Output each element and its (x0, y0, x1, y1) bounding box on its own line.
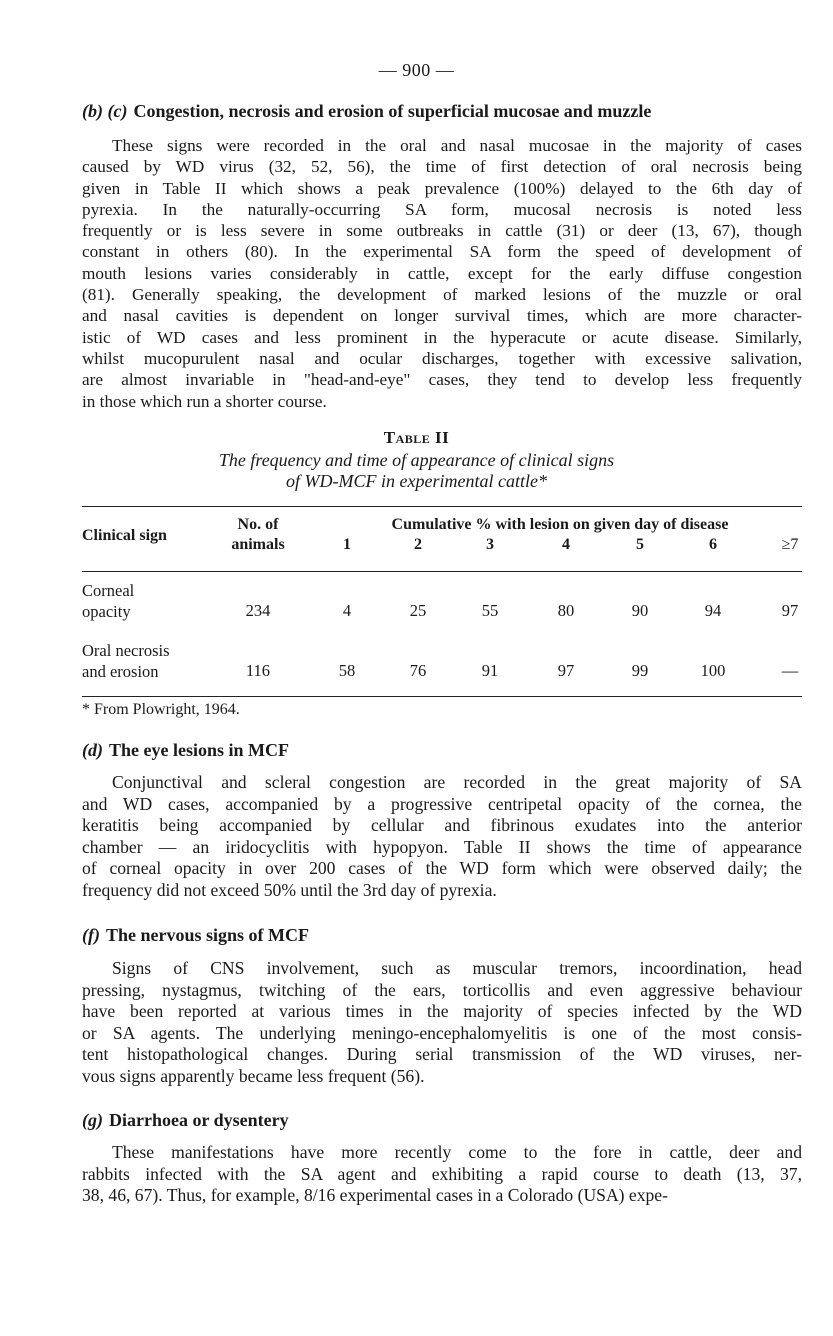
section-label-bc: (b) (c) (82, 101, 128, 121)
paragraph-d (82, 772, 802, 902)
paragraph-line: 38, 46, 67). Thus, for example, 8/16 experimental cases in a Colorado (USA) expe- (82, 1185, 668, 1206)
section-label-d: (d) (82, 740, 103, 760)
row-label-line-2: and erosion (82, 662, 159, 681)
paragraph-line: pyrexia. In the naturally-occurring SA form, mucosal necrosis is noted less (82, 199, 802, 219)
paragraph-line: keratitis being accompanied by cellular and fibrinous exudates into the anterior (82, 815, 802, 836)
table-cell: 100 (700, 661, 726, 680)
paragraph-line: These manifestations have more recently come to the fore in cattle, deer and (112, 1142, 802, 1162)
header-day-3: 3 (486, 536, 494, 553)
paragraph-line: or SA agents. The underlying meningo-encephalomyelitis is one of the most consis- (82, 1022, 802, 1043)
paragraph-line: mouth lesions varies considerably in cattle, except for the early diffuse congestion (82, 263, 802, 283)
paragraph-line: given in Table II which shows a peak prevalence (100%) delayed to the 6th day of (82, 178, 802, 198)
table-caption-line-1: The frequency and time of appearance of clinical signs (218, 450, 615, 470)
table-title: Table II (383, 428, 450, 447)
table-header-rule (82, 571, 802, 572)
section-title-f: The nervous signs of MCF (105, 925, 309, 945)
row-label-line-2: opacity (82, 602, 131, 621)
paragraph-f (82, 958, 802, 1088)
paragraph-line: frequently or is less severe in some outbreaks in cattle (31) or deer (13, 67), though (82, 221, 802, 241)
section-heading-d (82, 740, 802, 761)
paragraph-line: and WD cases, accompanied by a progressive centripetal opacity of the cornea, the (82, 793, 802, 814)
table-row-label (82, 640, 170, 682)
table-cell: 58 (338, 661, 356, 680)
header-day-6: 6 (709, 536, 717, 553)
paragraph-line: chamber — an iridocyclitis with hypopyon. Table II shows the time of appearance (82, 836, 802, 857)
paragraph-line: caused by WD virus (32, 52, 56), the time of first detection of oral necrosis being (82, 157, 802, 177)
header-day-4: 4 (562, 536, 570, 553)
paragraph-line: pressing, nystagmus, twitching of the ears, torticollis and even aggressive behaviour (82, 979, 802, 1000)
table-cell: 91 (481, 661, 499, 680)
paragraph-line: have been reported at various times in the majority of species infected by the WD (82, 1001, 802, 1022)
header-day-7-plus: ≥7 (781, 536, 799, 553)
header-day-2: 2 (414, 536, 422, 553)
paragraph-line: These signs were recorded in the oral and nasal mucosae in the majority of cases (112, 136, 802, 155)
row-label-line-1: Corneal (82, 581, 135, 600)
table-cell: 97 (781, 601, 799, 620)
header-day-1: 1 (343, 536, 351, 553)
section-title-g: Diarrhoea or dysentery (109, 1110, 289, 1130)
table-cell: — (781, 661, 799, 680)
page-number: — 900 — (378, 60, 455, 80)
header-cumulative: Cumulative % with lesion on given day of disease (391, 516, 729, 533)
table-caption-line-2: of WD-MCF in experimental cattle* (286, 471, 547, 491)
paragraph-line: constant in others (80). In the experimental SA form the speed of development of (82, 242, 802, 262)
table-cell: 99 (631, 661, 649, 680)
paragraph-bc (82, 135, 802, 412)
paragraph-line: are almost invariable in "head-and-eye" cases, they tend to develop less frequently (82, 370, 802, 390)
table-row-label (82, 580, 134, 622)
paragraph-line: istic of WD cases and less prominent in the hyperacute or acute disease. Similarly, (82, 327, 802, 347)
paragraph-line: whilst mucopurulent nasal and ocular discharges, together with excessive salivation, (82, 348, 802, 368)
table-cell: 25 (409, 601, 427, 620)
paragraph-line: of corneal opacity in over 200 cases of the WD form which were observed daily; the (82, 858, 802, 879)
table-cell: 76 (409, 661, 427, 680)
table-cell-animals: 116 (245, 661, 271, 680)
paragraph-line: rabbits infected with the SA agent and exhibiting a rapid course to death (13, 37, (82, 1163, 802, 1184)
paragraph-line: (81). Generally speaking, the development of marked lesions of the muzzle or oral (82, 285, 802, 305)
paragraph-line: vous signs apparently became less frequent (56). (82, 1065, 425, 1086)
table-cell: 55 (481, 601, 499, 620)
paragraph-line: frequency did not exceed 50% until the 3rd day of pyrexia. (82, 879, 497, 900)
row-label-line-1: Oral necrosis (82, 641, 170, 660)
header-day-5: 5 (636, 536, 644, 553)
section-title-d: The eye lesions in MCF (109, 740, 289, 760)
table-cell: 4 (342, 601, 352, 620)
table-cell: 90 (631, 601, 649, 620)
paragraph-line: tent histopathological changes. During serial transmission of the WD viruses, ner- (82, 1044, 802, 1065)
section-heading-f (82, 925, 802, 946)
section-label-f: (f) (82, 925, 100, 945)
header-no-of: No. of (237, 516, 279, 533)
section-heading-bc (82, 101, 802, 122)
paragraph-line: Conjunctival and scleral congestion are recorded in the great majority of SA (112, 772, 802, 792)
table-cell: 80 (557, 601, 575, 620)
table-top-rule (82, 506, 802, 507)
paragraph-line: in those which run a shorter course. (82, 391, 327, 411)
paragraph-line: Signs of CNS involvement, such as muscular tremors, incoordination, head (112, 958, 802, 978)
section-heading-g (82, 1110, 802, 1131)
paragraph-g (82, 1142, 802, 1207)
paragraph-line: and nasal cavities is dependent on longer survival times, which are more character- (82, 306, 802, 326)
table-bottom-rule (82, 696, 802, 697)
table-cell: 97 (557, 661, 575, 680)
section-label-g: (g) (82, 1110, 103, 1130)
section-title-bc: Congestion, necrosis and erosion of superficial mucosae and muzzle (133, 101, 652, 121)
header-clinical-sign: Clinical sign (82, 527, 167, 544)
table-footnote: * From Plowright, 1964. (82, 701, 240, 718)
table-cell: 94 (704, 601, 722, 620)
header-animals: animals (231, 536, 285, 553)
table-cell-animals: 234 (245, 601, 271, 620)
